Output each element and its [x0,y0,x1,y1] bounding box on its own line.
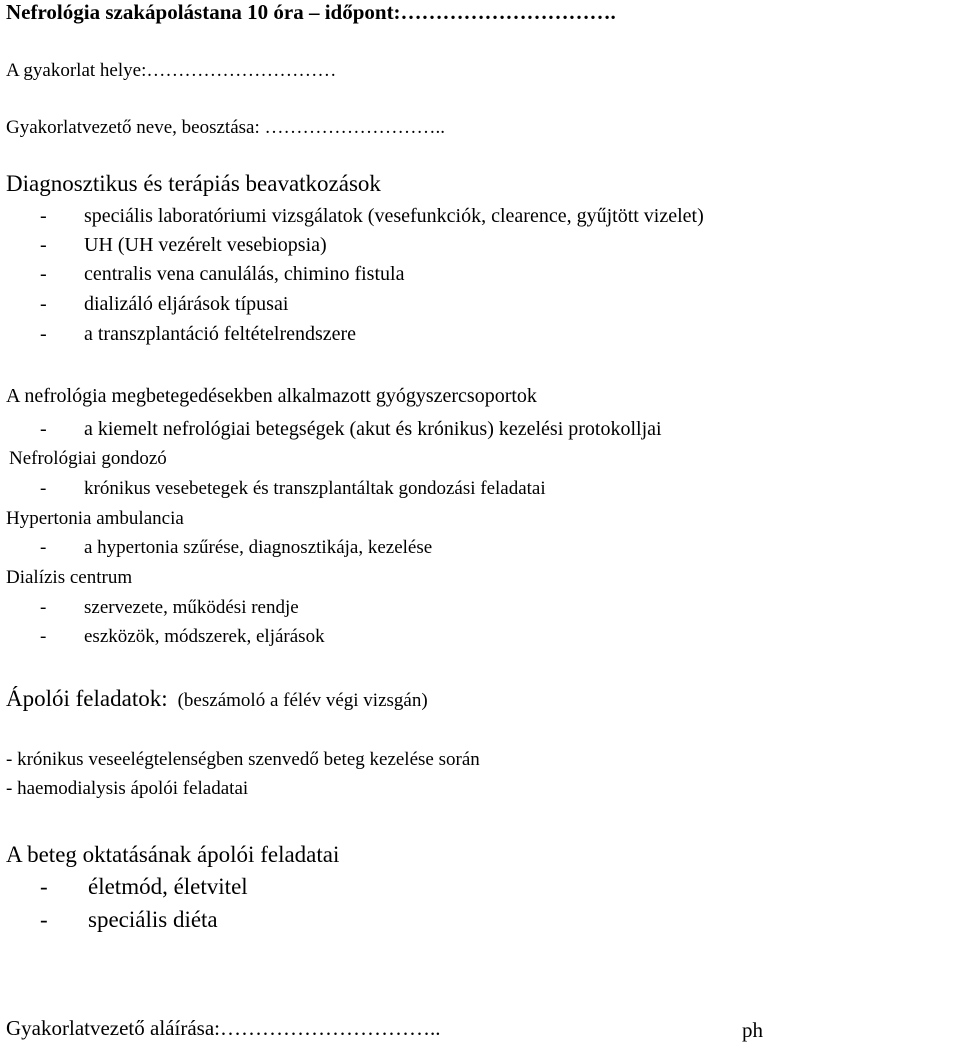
hyper-item-1: - a hypertonia szűrése, diagnosztikája, kezelése [6,538,432,557]
dialysis-heading: Dialízis centrum [6,567,133,588]
tasks-heading: Ápolói feladatok: [6,686,168,711]
dash-bullet: - [40,263,47,285]
dash-bullet: - [40,478,47,499]
practice-place: A gyakorlat helye:………………………… [6,60,337,81]
dash-bullet: - [40,537,47,558]
education-item-2: - speciális diéta [6,908,218,931]
care-heading: Nefrológiai gondozó [9,448,167,469]
dash-bullet: - [40,907,48,932]
dash-bullet: - [40,205,47,227]
dash-bullet: - [40,874,48,899]
hyper-heading: Hypertonia ambulancia [6,508,184,529]
dialysis-item-1: - szervezete, működési rendje [6,598,299,617]
document-title: Nefrológia szakápolástana 10 óra – időpont:…………………………. [6,0,616,24]
drugs-item-1: - a kiemelt nefrológiai betegségek (akut és krónikus) kezelési protokolljai [6,419,662,439]
diag-item-1: - speciális laboratóriumi vizsgálatok (vesefunkciók, clearence, gyűjtött vizelet) [6,206,704,226]
diag-item-2: - UH (UH vezérelt vesebiopsia) [6,235,327,255]
care-item-1: - krónikus vesebetegek és transzplantáltak gondozási feladatai [6,479,546,498]
diag-item-3: - centralis vena canulálás, chimino fistula [6,264,404,284]
dash-bullet: - [40,234,47,256]
tasks-line [6,687,428,710]
dash-bullet: - [40,626,47,647]
stamp-placeholder: ph [742,1018,763,1042]
signature-line: Gyakorlatvezető aláírása:………………………….. [6,1016,441,1040]
tasks-item-2: - haemodialysis ápolói feladatai [6,778,249,799]
diag-item-4: - dializáló eljárások típusai [6,294,288,314]
education-heading: A beteg oktatásának ápolói feladatai [6,842,340,867]
tasks-item-1: - krónikus veseelégtelenségben szenvedő beteg kezelése során [6,749,480,770]
drugs-heading: A nefrológia megbetegedésekben alkalmazott gyógyszercsoportok [6,385,537,407]
diag-item-5: - a transzplantáció feltételrendszere [6,324,356,344]
education-item-1: - életmód, életvitel [6,875,248,898]
dialysis-item-2: - eszközök, módszerek, eljárások [6,627,325,646]
dash-bullet: - [40,597,47,618]
dash-bullet: - [40,418,47,440]
dash-bullet: - [40,293,47,315]
supervisor-name: Gyakorlatvezető neve, beosztása: ……………………….. [6,117,445,138]
tasks-note: (beszámoló a félév végi vizsgán) [177,690,428,711]
diag-heading: Diagnosztikus és terápiás beavatkozások [6,171,381,196]
dash-bullet: - [40,323,47,345]
